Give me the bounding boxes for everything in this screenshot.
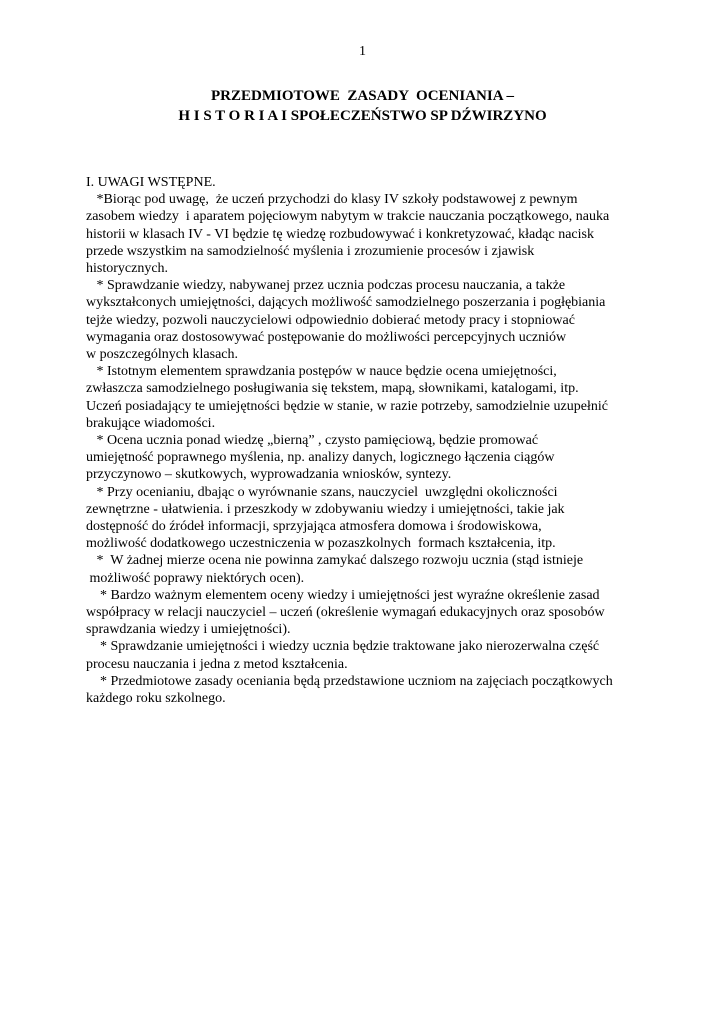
text-line: przede wszystkim na samodzielność myślenia i zrozumienie procesów i zjawisk — [86, 243, 535, 259]
text-line: zewnętrzne - ułatwienia. i przeszkody w zdobywaniu wiedzy i umiejętności, takie jak — [86, 501, 565, 517]
text-line: w poszczególnych klasach. — [86, 347, 238, 363]
paragraph — [86, 484, 666, 553]
text-line: * Przy ocenianiu, dbając o wyrównanie szans, nauczyciel uwzględni okoliczności — [86, 484, 558, 500]
document-title — [0, 86, 725, 126]
paragraph — [86, 277, 666, 363]
text-line: historii w klasach IV - VI będzie tę wiedzę rozbudowywać i konkretyzować, kładąc nacisk — [86, 226, 594, 242]
text-line: * W żadnej mierze ocena nie powinna zamykać dalszego rozwoju ucznia (stąd istnieje — [86, 553, 584, 569]
paragraph — [86, 587, 666, 639]
page-number: 1 — [359, 44, 366, 59]
title-line-1: PRZEDMIOTOWE ZASADY OCENIANIA – — [211, 88, 514, 104]
text-line: każdego roku szkolnego. — [86, 691, 226, 707]
document-body — [86, 174, 666, 707]
text-line: * Bardzo ważnym elementem oceny wiedzy i umiejętności jest wyraźne określenie zasad — [86, 587, 600, 603]
text-line: dostępność do źródeł informacji, sprzyjająca atmosfera domowa i środowiskowa, — [86, 519, 542, 535]
section-heading: I. UWAGI WSTĘPNE. — [86, 175, 216, 190]
text-line: możliwość poprawy niektórych ocen). — [86, 570, 305, 586]
text-line: *Biorąc pod uwagę, że uczeń przychodzi do klasy IV szkoły podstawowej z pewnym — [86, 192, 578, 208]
paragraph — [86, 191, 666, 277]
paragraph-list — [86, 191, 666, 707]
text-line: wykształconych umiejętności, dających możliwość samodzielnego poszerzania i pogłębiania — [86, 295, 606, 311]
text-line: * Ocena ucznia ponad wiedzę „bierną” , czysto pamięciową, będzie promować — [86, 433, 539, 449]
paragraph — [86, 552, 666, 586]
text-line: możliwość dodatkowego uczestniczenia w pozaszkolnych formach kształcenia, itp. — [86, 536, 556, 552]
text-line: brakujące wiadomości. — [86, 415, 216, 431]
paragraph — [86, 432, 666, 484]
text-line: umiejętność poprawnego myślenia, np. analizy danych, logicznego łączenia ciągów — [86, 450, 555, 466]
text-line: Uczeń posiadający te umiejętności będzie w stanie, w razie potrzeby, samodzielnie uzupełnić — [86, 398, 608, 414]
text-line: tejże wiedzy, pozwoli nauczycielowi odpowiednio dobierać metody pracy i stopniować — [86, 312, 575, 328]
text-line: procesu nauczania i jedna z metod kształcenia. — [86, 656, 348, 672]
text-line: zasobem wiedzy i aparatem pojęciowym nabytym w trakcie nauczania początkowego, nauka — [86, 209, 610, 225]
text-line: sprawdzania wiedzy i umiejętności). — [86, 622, 291, 638]
text-line: * Sprawdzanie umiejętności i wiedzy ucznia będzie traktowane jako nierozerwalna część — [86, 639, 600, 655]
text-line: * Istotnym elementem sprawdzania postępów w nauce będzie ocena umiejętności, — [86, 364, 557, 380]
paragraph — [86, 638, 666, 672]
text-line: przyczynowo – skutkowych, wyprowadzania wniosków, syntezy. — [86, 467, 452, 483]
title-line-2: H I S T O R I A I SPOŁECZEŃSTWO SP DŹWIRZYNO — [178, 108, 547, 124]
paragraph — [86, 673, 666, 707]
text-line: * Przedmiotowe zasady oceniania będą przedstawione uczniom na zajęciach początkowych — [86, 673, 613, 689]
text-line: zwłaszcza samodzielnego posługiwania się tekstem, mapą, słownikami, katalogami, itp. — [86, 381, 579, 397]
text-line: historycznych. — [86, 261, 169, 277]
text-line: * Sprawdzanie wiedzy, nabywanej przez ucznia podczas procesu nauczania, a także — [86, 278, 566, 294]
text-line: wymagania oraz dostosowywać postępowanie do możliwości percepcyjnych uczniów — [86, 329, 567, 345]
text-line: współpracy w relacji nauczyciel – uczeń (określenie wymagań edukacyjnych oraz sposobów — [86, 605, 605, 621]
paragraph — [86, 363, 666, 432]
